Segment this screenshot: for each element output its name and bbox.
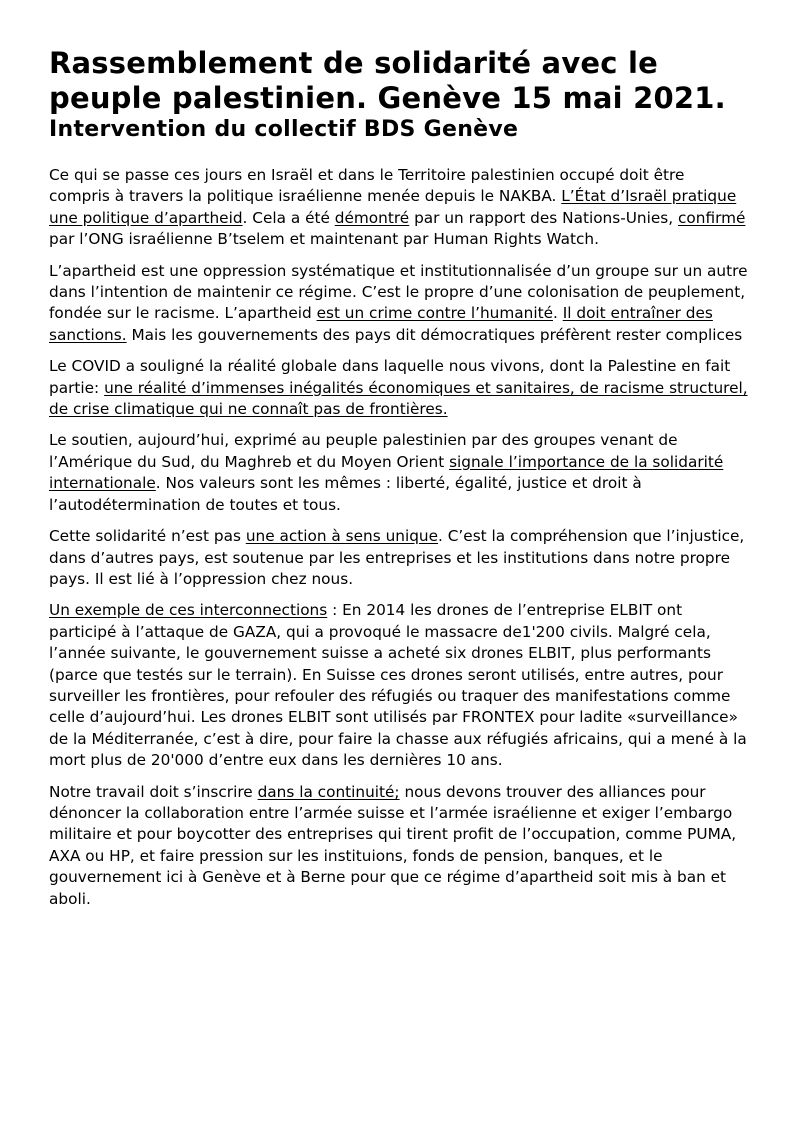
paragraph-text: Cette solidarité n’est pas: [49, 527, 246, 546]
paragraph-text: Le soutien, aujourd’hui, exprimé au peuple palestinien par des groupes venant de l’Amérique du Sud, du Maghreb et du Moyen Orient: [49, 431, 678, 471]
paragraph-text: Mais les gouvernements des pays dit démocratiques préfèrent rester complices: [126, 325, 743, 344]
paragraph-text: . C’est la compréhension que l’injustice, dans d’autres pays, est soutenue par les entreprises et les institutions dans notre propre pays. Il est lié à l’oppression chez nous.: [49, 527, 745, 588]
link-sanctions[interactable]: Il doit entraîner des sanctions.: [49, 304, 713, 344]
paragraph-6: [49, 600, 749, 771]
paragraph-text: Notre travail doit s’inscrire: [49, 782, 258, 801]
paragraph-text: Le COVID a souligné la réalité globale dans laquelle nous vivons, dont la Palestine en fait partie:: [49, 357, 731, 397]
paragraph-text: L’apartheid est une oppression systématique et institutionnalisée d’un groupe sur un autre dans l’intention de maintenir ce régime. C’est le propre d’une colonisation de peuplement, fondée sur le racisme. L’apartheid: [49, 261, 748, 323]
paragraph-5: [49, 526, 749, 590]
paragraph-1: [49, 165, 749, 251]
document-subtitle: Intervention du collectif BDS Genève: [49, 117, 519, 142]
link-interconnections[interactable]: Un exemple de ces interconnections: [49, 601, 328, 620]
link-action-sens-unique[interactable]: une action à sens unique: [245, 527, 439, 546]
paragraph-text: nous devons trouver des alliances pour dénoncer la collaboration entre l’armée suisse et l’armée israélienne et exiger l’embargo militaire et pour boycotter des entreprises qui tirent profit de l’occupation, comme PUMA, AXA ou HP, et faire pression sur les instituions, fonds de pension, banques, et le gouvernement ici à Genève et à Berne pour que ce régime d’apartheid soit mis à ban et aboli.: [49, 782, 737, 908]
paragraph-text: par l’ONG israélienne B’tselem et maintenant par Human Rights Watch.: [49, 230, 599, 249]
paragraph-text: par un rapport des Nations-Unies,: [409, 208, 678, 227]
paragraph-text: : En 2014 les drones de l’entreprise ELBIT ont participé à l’attaque de GAZA, qui a provoqué le massacre de1'200 civils. Malgré cela, l’année suivante, le gouvernement suisse a acheté six drones ELBIT, plus performants (parce que testés sur le terrain). En Suisse ces drones seront utilisés, entre autres, pour surveiller les frontières, pour refouler des réfugiés ou traquer des manifestations comme celle d’aujourd’hui. Les drones ELBIT sont utilisés par FRONTEX pour ladite «surveillance» de la Méditerranée, c’est à dire, pour faire la chasse aux réfugiés africains, qui a mené à la mort plus de 20'000 d’entre eux dans les dernières 10 ans.: [49, 601, 747, 770]
paragraph-2: [49, 261, 749, 347]
paragraph-7: [49, 782, 749, 910]
paragraph-text: Ce qui se passe ces jours en Israël et dans le Territoire palestinien occupé doit être compris à travers la politique israélienne menée depuis le NAKBA.: [49, 166, 685, 206]
document-title: Rassemblement de solidarité avec le peuple palestinien. Genève 15 mai 2021.: [49, 46, 726, 115]
link-confirme[interactable]: confirmé: [677, 208, 746, 227]
paragraph-text: . Cela a été: [242, 208, 335, 227]
link-continuite[interactable]: dans la continuité;: [257, 782, 400, 801]
paragraph-text: . Nos valeurs sont les mêmes : liberté, égalité, justice et droit à l’autodétermination de toutes et tous.: [49, 474, 642, 514]
link-crime-humanite[interactable]: est un crime contre l’humanité: [316, 304, 553, 323]
link-realite-inegalites[interactable]: une réalité d’immenses inégalités économiques et sanitaires, de racisme structurel, de crise climatique qui ne connaît pas de frontières.: [49, 378, 748, 419]
link-demontre[interactable]: démontré: [334, 208, 410, 227]
paragraph-text: .: [553, 304, 563, 323]
link-apartheid-policy[interactable]: L’État d’Israël pratique une politique d’apartheid: [49, 187, 737, 227]
link-solidarite-internationale[interactable]: signale l’importance de la solidarité internationale: [49, 452, 724, 493]
paragraph-4: [49, 430, 749, 516]
document-page: [49, 46, 749, 920]
paragraph-3: [49, 356, 749, 420]
